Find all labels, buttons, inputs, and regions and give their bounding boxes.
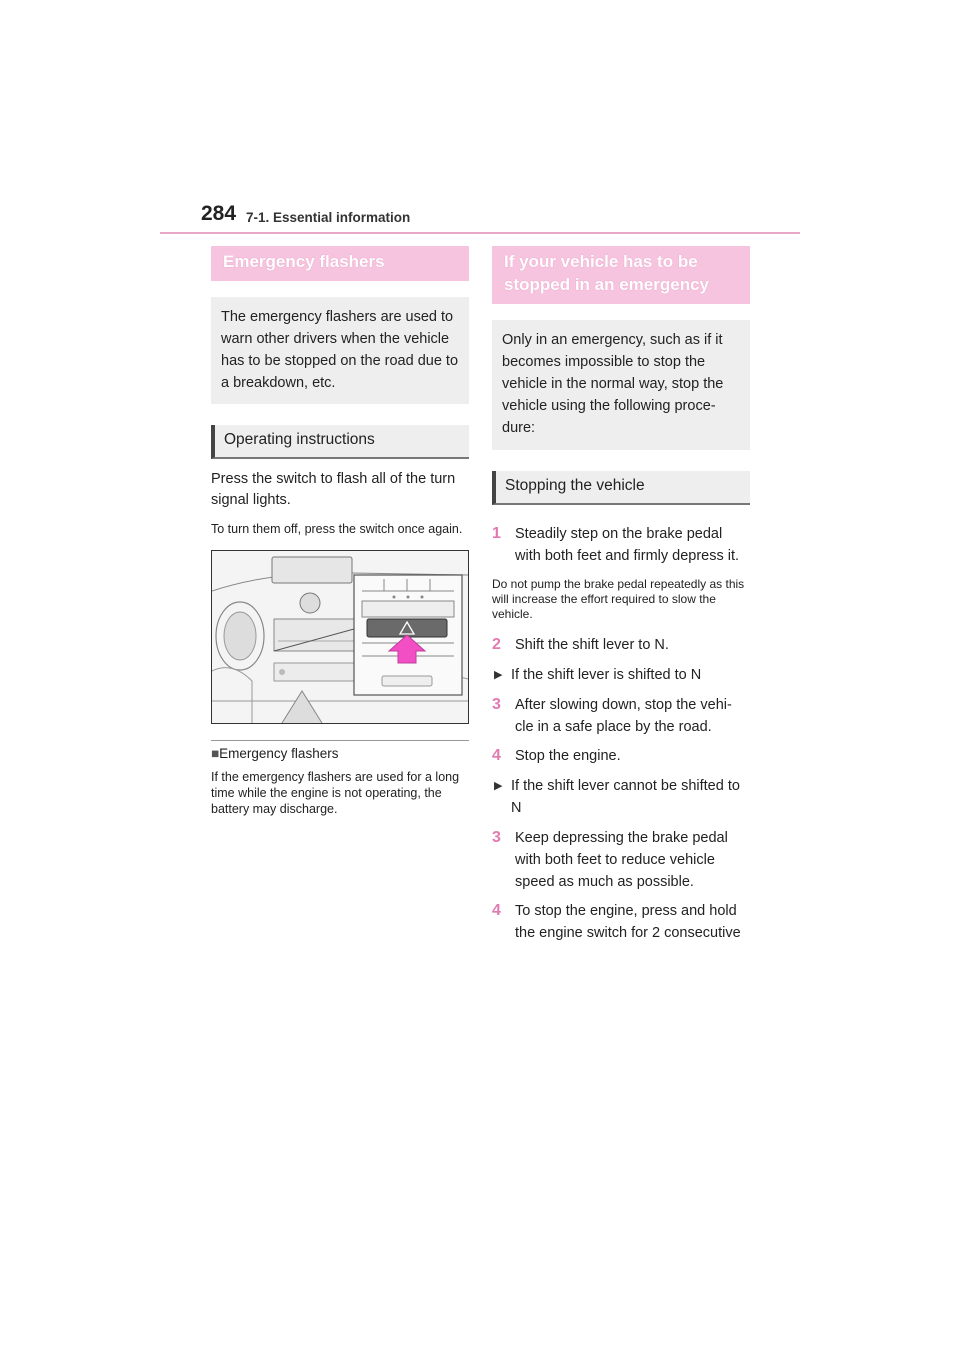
stopping-vehicle-heading: Stopping the vehicle xyxy=(492,471,750,505)
step-1-note: Do not pump the brake pedal repeatedly as this will increase the effort required to slow the vehicle. xyxy=(492,577,745,621)
info-title-text: Emergency flashers xyxy=(219,746,339,761)
turn-off-note: To turn them off, press the switch once again. xyxy=(211,522,463,536)
step-text: Shift the shift lever to N. xyxy=(515,637,669,653)
right-column xyxy=(492,246,750,944)
condition-not-shifted xyxy=(492,775,750,819)
condition-text: If the shift lever is shifted to N xyxy=(511,667,702,683)
section-title: 7-1. Essential information xyxy=(246,210,411,225)
page-number: 284 xyxy=(201,202,237,225)
step-number: 4 xyxy=(492,747,501,764)
left-column xyxy=(211,246,469,817)
dashboard-drawing xyxy=(212,551,468,723)
step-4b xyxy=(492,900,750,944)
header-rule xyxy=(160,232,800,234)
emergency-stop-heading: If your vehicle has to be stopped in an emergency xyxy=(492,246,750,304)
condition-text: If the shift lever cannot be shifted to N xyxy=(511,778,740,816)
step-2 xyxy=(492,634,750,656)
triangle-bullet-icon: ▶ xyxy=(494,669,503,681)
step-text: Steadily step on the brake pedal with both feet and firmly depress it. xyxy=(515,526,740,564)
square-bullet-icon: ■ xyxy=(211,746,220,761)
step-3b xyxy=(492,827,750,893)
emergency-stop-intro: Only in an emergency, such as if it becomes impossible to stop the vehicle in the normal way, stop the vehicle using the following proce-dure: xyxy=(492,320,750,450)
step-number: 3 xyxy=(492,696,501,713)
operating-instructions-text: Press the switch to flash all of the turn signal lights. xyxy=(211,471,456,508)
dashboard-illustration xyxy=(211,550,469,724)
condition-shifted xyxy=(492,664,750,686)
step-number: 1 xyxy=(492,525,501,542)
emergency-flashers-heading: Emergency flashers xyxy=(211,246,469,281)
step-text: Stop the engine. xyxy=(515,748,621,764)
triangle-bullet-icon: ▶ xyxy=(494,780,503,792)
step-number: 3 xyxy=(492,829,501,846)
step-text: Keep depressing the brake pedal with both feet to reduce vehicle speed as much as possible. xyxy=(515,830,728,890)
step-number: 4 xyxy=(492,902,501,919)
step-3a xyxy=(492,694,750,738)
step-4a xyxy=(492,745,750,767)
info-title xyxy=(211,745,469,763)
operating-instructions-heading: Operating instructions xyxy=(211,425,469,459)
step-text: After slowing down, stop the vehi-cle in a safe place by the road. xyxy=(515,697,732,735)
step-number: 2 xyxy=(492,636,501,653)
step-text: To stop the engine, press and hold the engine switch for 2 consecutive xyxy=(515,903,741,941)
emergency-flashers-intro: The emergency flashers are used to warn other drivers when the vehicle has to be stopped on the road due to a breakdown, etc. xyxy=(211,297,469,404)
note-divider xyxy=(211,740,469,741)
step-1 xyxy=(492,523,750,567)
info-text: If the emergency flashers are used for a long time while the engine is not operating, the battery may discharge. xyxy=(211,770,460,816)
